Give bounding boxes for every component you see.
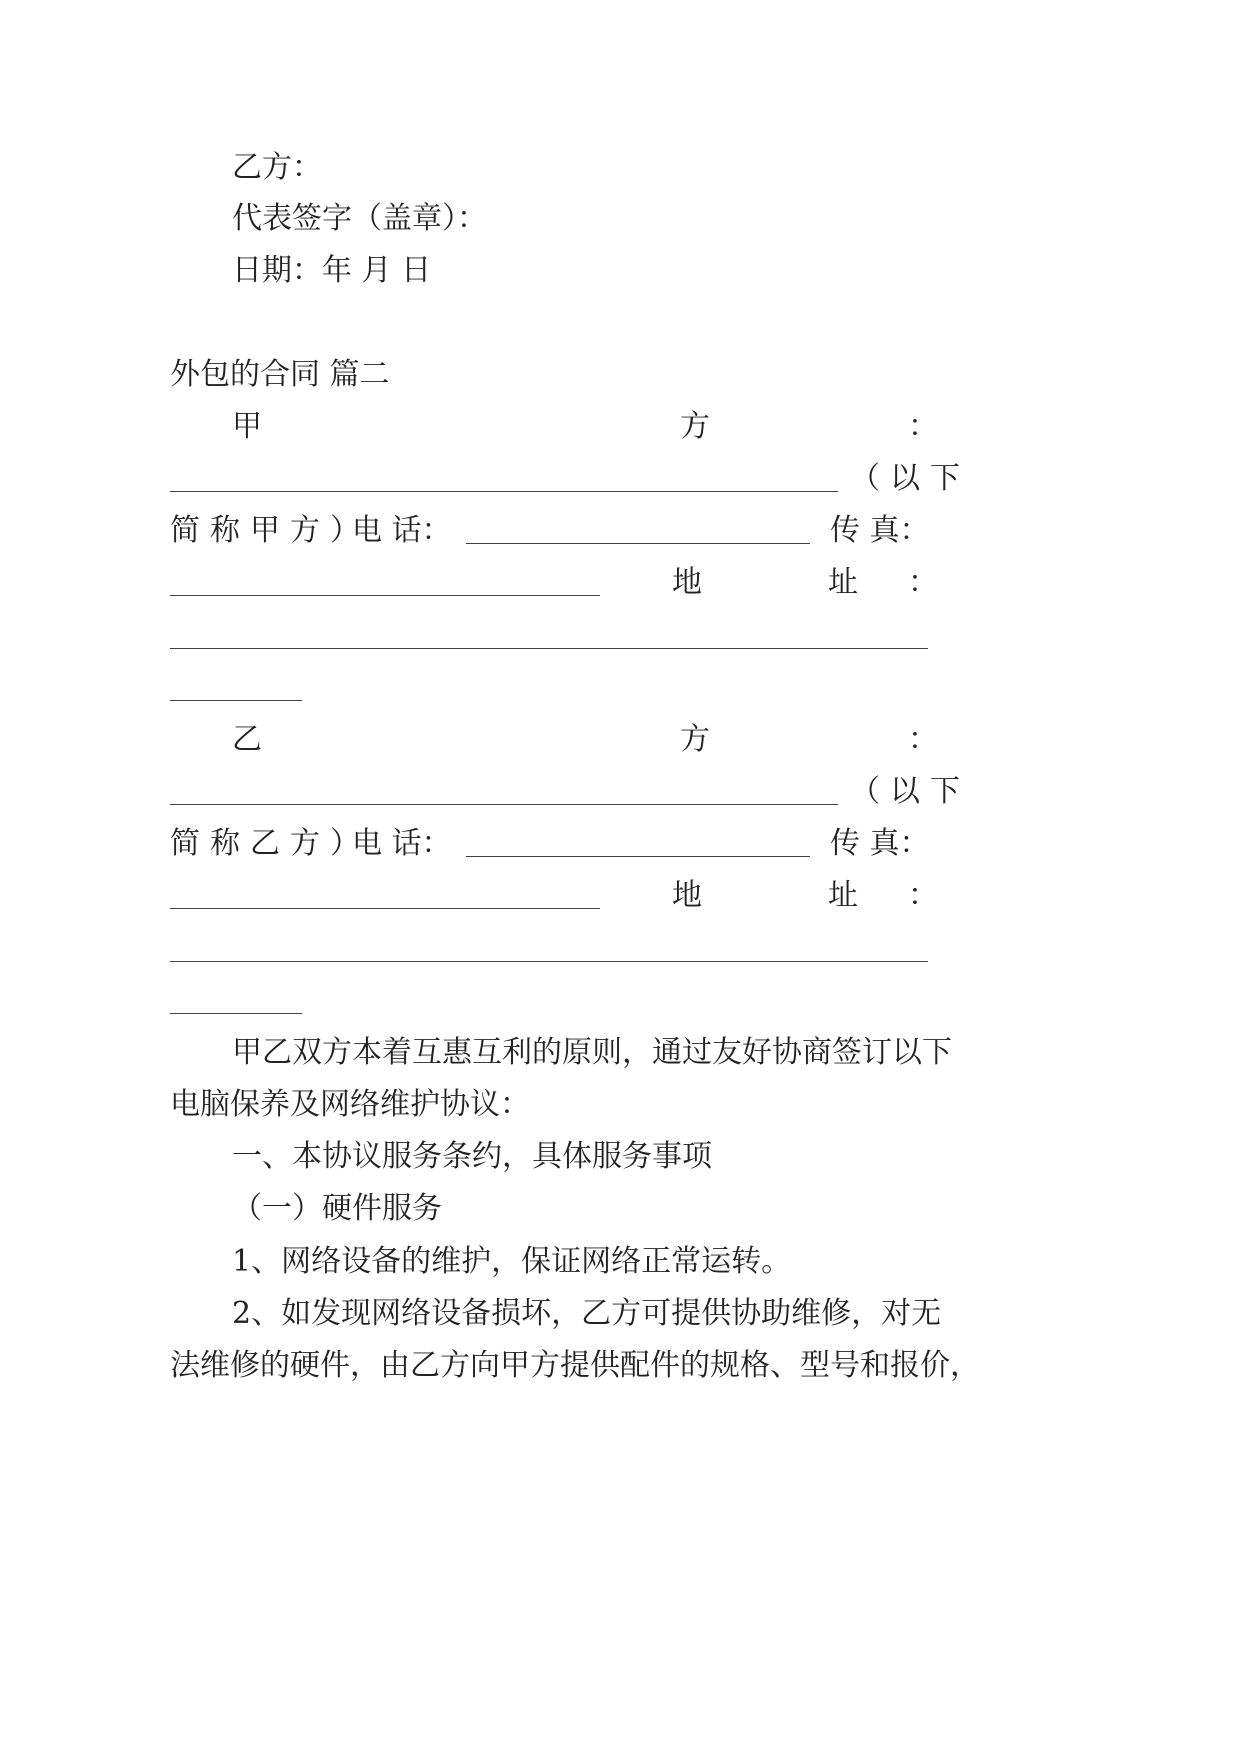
party-b-fax-label: 传 真： [830,826,930,861]
party-b-address-line [170,961,928,962]
party-b-short-name: 简称乙方） [170,826,370,861]
party-b-signature-label: 乙方： [232,150,322,185]
party-b-address-line-end [170,1013,302,1014]
party-b-hereafter: （以下 [850,774,970,809]
item-2-line1: 2、如发现网络设备损坏，乙方可提供协助维修，对无 [232,1296,942,1331]
party-a-address-line [170,648,928,649]
party-a-fang: 方 [680,409,710,444]
party-b-name-line [170,804,838,805]
party-b-phone-line [466,856,810,857]
item-1: 1、网络设备的维护，保证网络正常运转。 [232,1244,792,1279]
party-b-address-char2: 址 [828,878,858,913]
party-b-address-colon: ： [908,878,938,913]
party-b-label: 乙 [232,722,262,757]
party-b-fang: 方 [680,722,710,757]
party-b-phone-label: 电 话： [352,826,452,861]
party-a-name-line [170,491,838,492]
intro-paragraph-line2: 电脑保养及网络维护协议： [170,1087,530,1122]
item-2-line2: 法维修的硬件，由乙方向甲方提供配件的规格、型号和报价， [170,1348,980,1383]
intro-paragraph-line1: 甲乙双方本着互惠互利的原则，通过友好协商签订以下 [232,1035,952,1070]
party-a-hereafter: （以下 [850,461,970,496]
party-a-address-char1: 地 [672,565,702,600]
date-label: 日期：年 月 日 [232,253,432,288]
party-b-address-char1: 地 [672,878,702,913]
party-a-address-char2: 址 [828,565,858,600]
party-a-fax-line [170,595,600,596]
party-a-fax-label: 传 真： [830,513,930,548]
party-b-fax-line [170,908,600,909]
section-title: 外包的合同 篇二 [170,357,390,392]
sub-clause-hardware-heading: （一）硬件服务 [232,1191,442,1226]
party-a-phone-line [466,543,810,544]
party-b-colon: ： [908,722,938,757]
party-a-label: 甲 [232,409,262,444]
party-a-phone-label: 电 话： [352,513,452,548]
clause-1-heading: 一、本协议服务条约，具体服务事项 [232,1139,712,1174]
party-a-address-colon: ： [908,565,938,600]
representative-signature-label: 代表签字（盖章）： [232,201,487,236]
party-a-address-line-end [170,700,302,701]
party-a-short-name: 简称甲方） [170,513,370,548]
party-a-colon: ： [908,409,938,444]
